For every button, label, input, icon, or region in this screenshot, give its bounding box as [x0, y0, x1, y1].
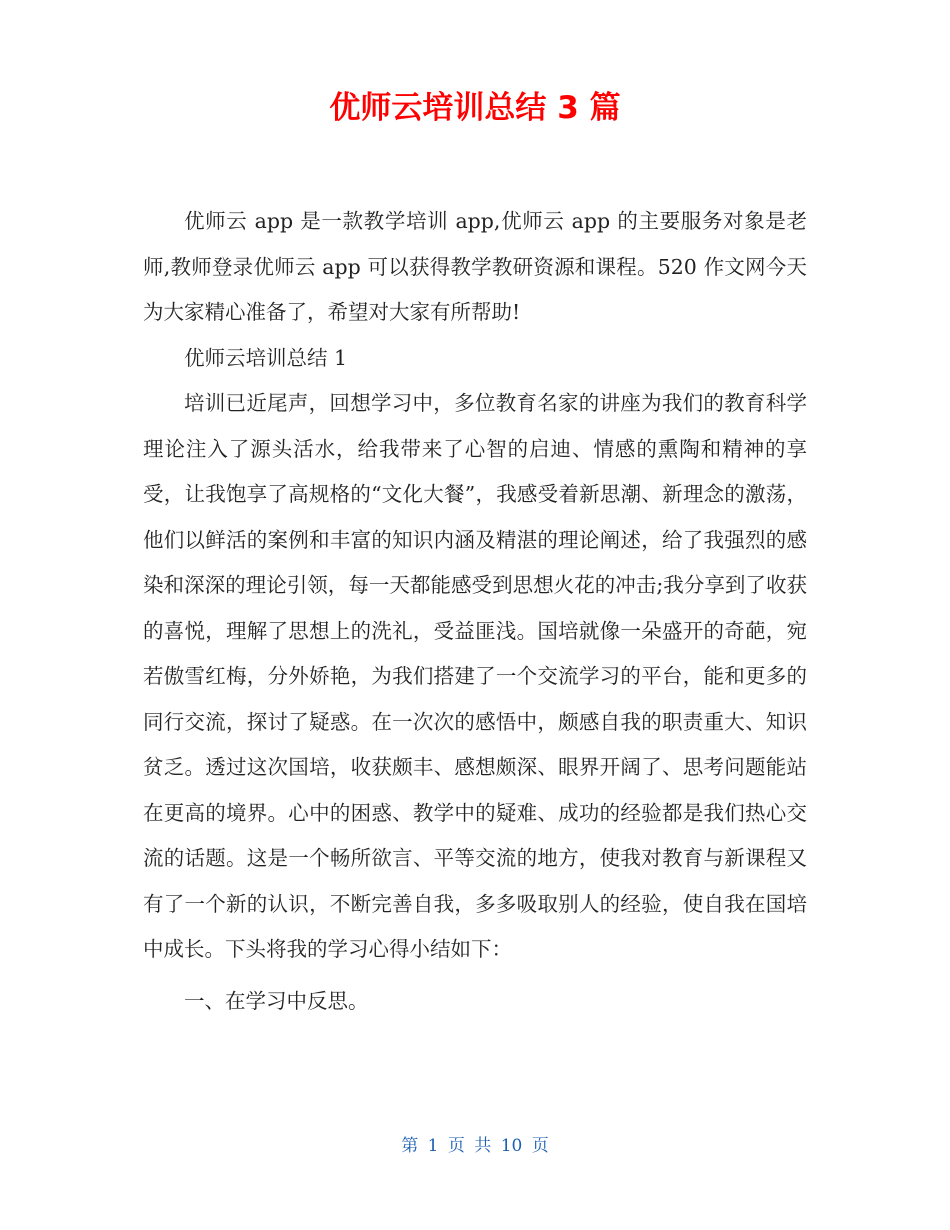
page-number-footer: 第 1 页 共 10 页: [401, 1136, 549, 1156]
main-paragraph: 培训已近尾声，回想学习中，多位教育名家的讲座为我们的教育科学理论注入了源头活水，给我带来了心智的启迪、情感的熏陶和精神的享受，让我饱享了高规格的“文化大餐”，我感受着新思潮、新理念的激荡，他们以鲜活的案例和丰富的知识内涵及精湛的理论阐述，给了我强烈的感染和深深的理论引领，每一天都能感受到思想火花的冲击;我分享到了收获的喜悦，理解了思想上的洗礼，受益匪浅。国培就像一朵盛开的奇葩，宛若傲雪红梅，分外娇艳，为我们搭建了一个交流学习的平台，能和更多的同行交流，探讨了疑惑。在一次次的感悟中，颇感自我的职责重大、知识贫乏。透过这次国培，收获颇丰、感想颇深、眼界开阔了、思考问题能站在更高的境界。心中的困惑、教学中的疑难、成功的经验都是我们热心交流的话题。这是一个畅所欲言、平等交流的地方，使我对教育与新课程又有了一个新的认识，不断完善自我，多多吸取别人的经验，使自我在国培中成长。下头将我的学习心得小结如下：: [143, 391, 807, 961]
document-title: 优师云培训总结 3 篇: [329, 90, 621, 126]
document-body: [143, 199, 807, 1024]
section-heading: 优师云培训总结 1: [184, 345, 348, 370]
intro-paragraph: 优师云 app 是一款教学培训 app,优师云 app 的主要服务对象是老师,教师登录优师云 app 可以获得教学教研资源和课程。520 作文网今天为大家精心准备了，希望对大家有所帮助!: [143, 209, 807, 324]
list-item-1: 一、在学习中反思。: [184, 988, 369, 1013]
